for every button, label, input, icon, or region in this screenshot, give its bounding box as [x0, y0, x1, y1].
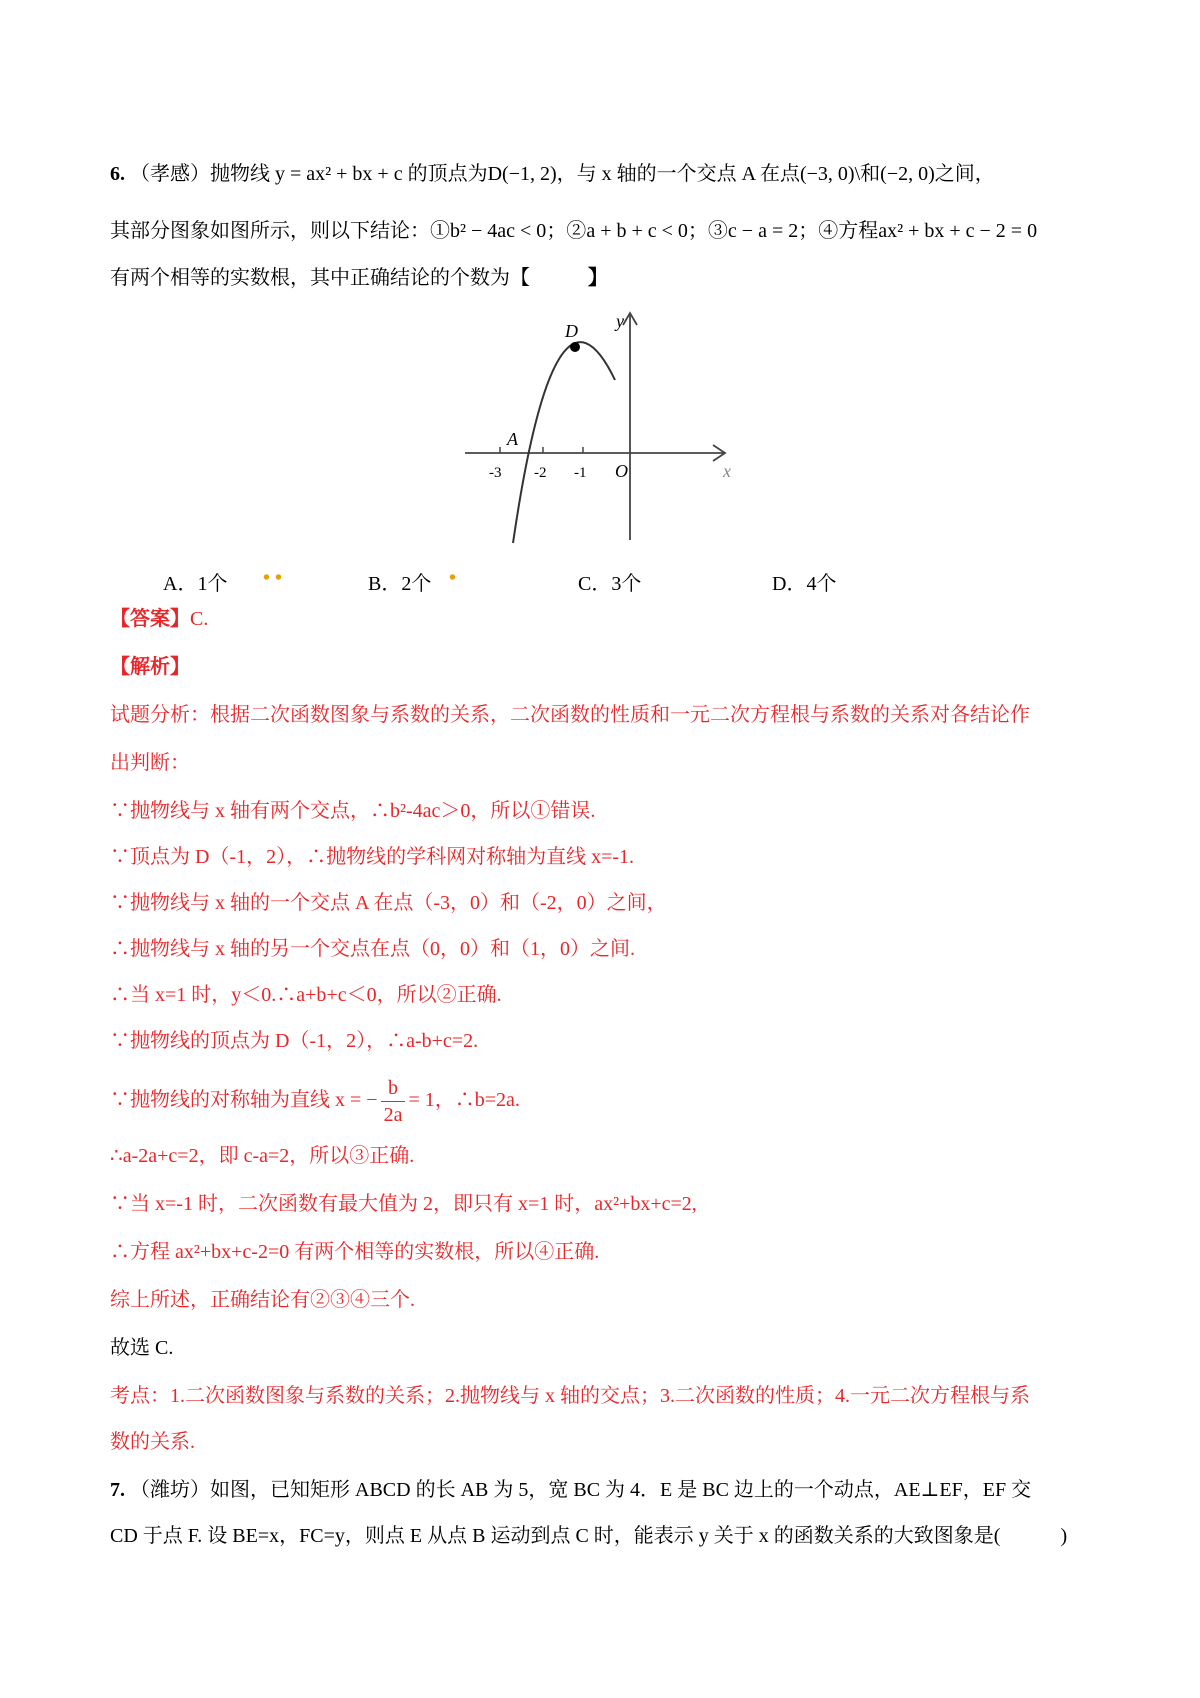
q6-line-1 — [110, 160, 995, 188]
fraction-denominator: 2a — [383, 1103, 403, 1126]
q7-text: （潍坊）如图，已知矩形 ABCD 的长 AB 为 5，宽 BC 为 4．E 是 BC 边上的一个动点，AE⊥EF，EF 交 — [130, 1479, 1032, 1501]
option-b-label: B．2个 — [368, 573, 432, 595]
parabola-curve — [513, 342, 615, 543]
q6-line-3 — [110, 264, 608, 292]
analysis-line: 综上所述，正确结论有②③④三个. — [110, 1289, 415, 1311]
intersection-label: A — [507, 429, 518, 449]
tick-label: -2 — [534, 465, 547, 481]
origin-label: O — [615, 461, 628, 481]
option-a-label: A．1个 — [163, 573, 228, 595]
q6-text: 其部分图象如图所示，则以下结论：① — [110, 220, 450, 242]
answer-value: C. — [190, 608, 209, 630]
option-d — [772, 567, 836, 596]
choose-line: 故选 C. — [110, 1337, 174, 1359]
option-c — [578, 567, 641, 596]
axis-formula-eq: = 1 — [408, 1089, 435, 1111]
q6-point-1: (−3, 0) — [799, 163, 855, 185]
analysis-tag: 【解析】 — [110, 656, 190, 678]
analysis-line: ∵抛物线与 x 轴有两个交点，∴b²-4ac＞0，所以①错误. — [110, 800, 596, 822]
q6-number: 6. — [110, 163, 125, 185]
q6-text: 的顶点为 — [407, 163, 488, 185]
analysis-text: ，∴b=2a. — [434, 1089, 520, 1111]
q6-bracket-end: 】 — [588, 267, 608, 289]
q6-conclusion-4: ax² + bx + c − 2 = 0 — [878, 220, 1038, 242]
answer-line — [110, 605, 208, 633]
q6-text: ；④方程 — [798, 220, 879, 242]
q6-text: 抛物线 — [210, 163, 270, 185]
q6-conclusion-1: b² − 4ac < 0 — [450, 220, 547, 242]
decorative-dot: • — [449, 567, 457, 589]
q6-text: ；③ — [687, 220, 728, 242]
q7-line-1 — [110, 1476, 1031, 1504]
option-b — [368, 567, 431, 596]
analysis-line: ∴a-2a+c=2，即 c-a=2，所以③正确. — [110, 1145, 415, 1167]
option-c-label: C．3个 — [578, 573, 642, 595]
analysis-line: ∴当 x=1 时，y＜0.∴a+b+c＜0，所以②正确. — [110, 984, 502, 1006]
analysis-line: 试题分析：根据二次函数图象与系数的关系，二次函数的性质和一元二次方程根与系数的关系对各结论作 — [110, 704, 1030, 726]
tick-label: -1 — [574, 465, 587, 481]
option-d-label: D．4个 — [772, 573, 837, 595]
q7-line-2 — [110, 1522, 1067, 1550]
y-axis-label: y — [616, 311, 624, 331]
q7-paren-end: ) — [1060, 1525, 1068, 1547]
kaodian-line-1: 考点：1.二次函数图象与系数的关系；2.抛物线与 x 轴的交点；3.二次函数的性质；4.一元二次方程根与系 — [110, 1385, 1030, 1407]
fraction-numerator: b — [381, 1075, 406, 1102]
q6-text: ；② — [546, 220, 587, 242]
q6-line-2 — [110, 217, 1037, 245]
q6-vertex: D(−1, 2) — [487, 163, 557, 185]
q6-text: \和 — [854, 163, 881, 185]
q7-number: 7. — [110, 1479, 125, 1501]
answer-tag: 【答案】 — [110, 608, 190, 630]
fraction — [381, 1075, 406, 1128]
analysis-line: 出判断： — [110, 752, 190, 774]
q6-conclusion-3: c − a = 2 — [727, 220, 799, 242]
analysis-line: ∵顶点为 D（-1，2），∴抛物线的学科网对称轴为直线 x=-1. — [110, 846, 635, 868]
parabola-figure — [455, 305, 745, 545]
q6-text: 之间， — [934, 163, 995, 185]
axis-formula-x: x = − — [335, 1089, 378, 1111]
analysis-line: ∵抛物线与 x 轴的一个交点 A 在点（-3，0）和（-2，0）之间， — [110, 892, 667, 914]
q6-point-2: (−2, 0) — [880, 163, 935, 185]
analysis-line: ∴抛物线与 x 轴的另一个交点在点（0，0）和（1，0）之间. — [110, 938, 635, 960]
decorative-dots: • • — [263, 567, 283, 589]
vertex-point — [570, 342, 580, 352]
q6-equation: y = ax² + bx + c — [275, 163, 403, 185]
q7-text: CD 于点 F. 设 BE=x，FC=y，则点 E 从点 B 运动到点 C 时，能表示 y 关于 x 的函数关系的大致图象是( — [110, 1525, 1001, 1547]
option-a — [163, 567, 227, 596]
analysis-line: ∴方程 ax²+bx+c-2=0 有两个相等的实数根，所以④正确. — [110, 1241, 600, 1263]
analysis-line: ∵抛物线的顶点为 D（-1，2），∴a-b+c=2. — [110, 1030, 479, 1052]
kaodian-line-2: 数的关系. — [110, 1431, 195, 1453]
q6-text: 有两个相等的实数根，其中正确结论的个数为【 — [110, 267, 530, 289]
q6-conclusion-2: a + b + c < 0 — [586, 220, 688, 242]
analysis-line: ∵当 x=-1 时，二次函数有最大值为 2，即只有 x=1 时，ax²+bx+c=2, — [110, 1193, 697, 1215]
analysis-text: ∵抛物线的对称轴为直线 — [110, 1089, 330, 1111]
x-axis-label: x — [723, 461, 731, 481]
tick-label: -3 — [489, 465, 502, 481]
vertex-label: D — [565, 321, 578, 341]
q6-text: ，与 x 轴的一个交点 A 在点 — [556, 163, 800, 185]
q6-source: （孝感） — [130, 163, 210, 185]
analysis-axis-line — [110, 1072, 520, 1128]
